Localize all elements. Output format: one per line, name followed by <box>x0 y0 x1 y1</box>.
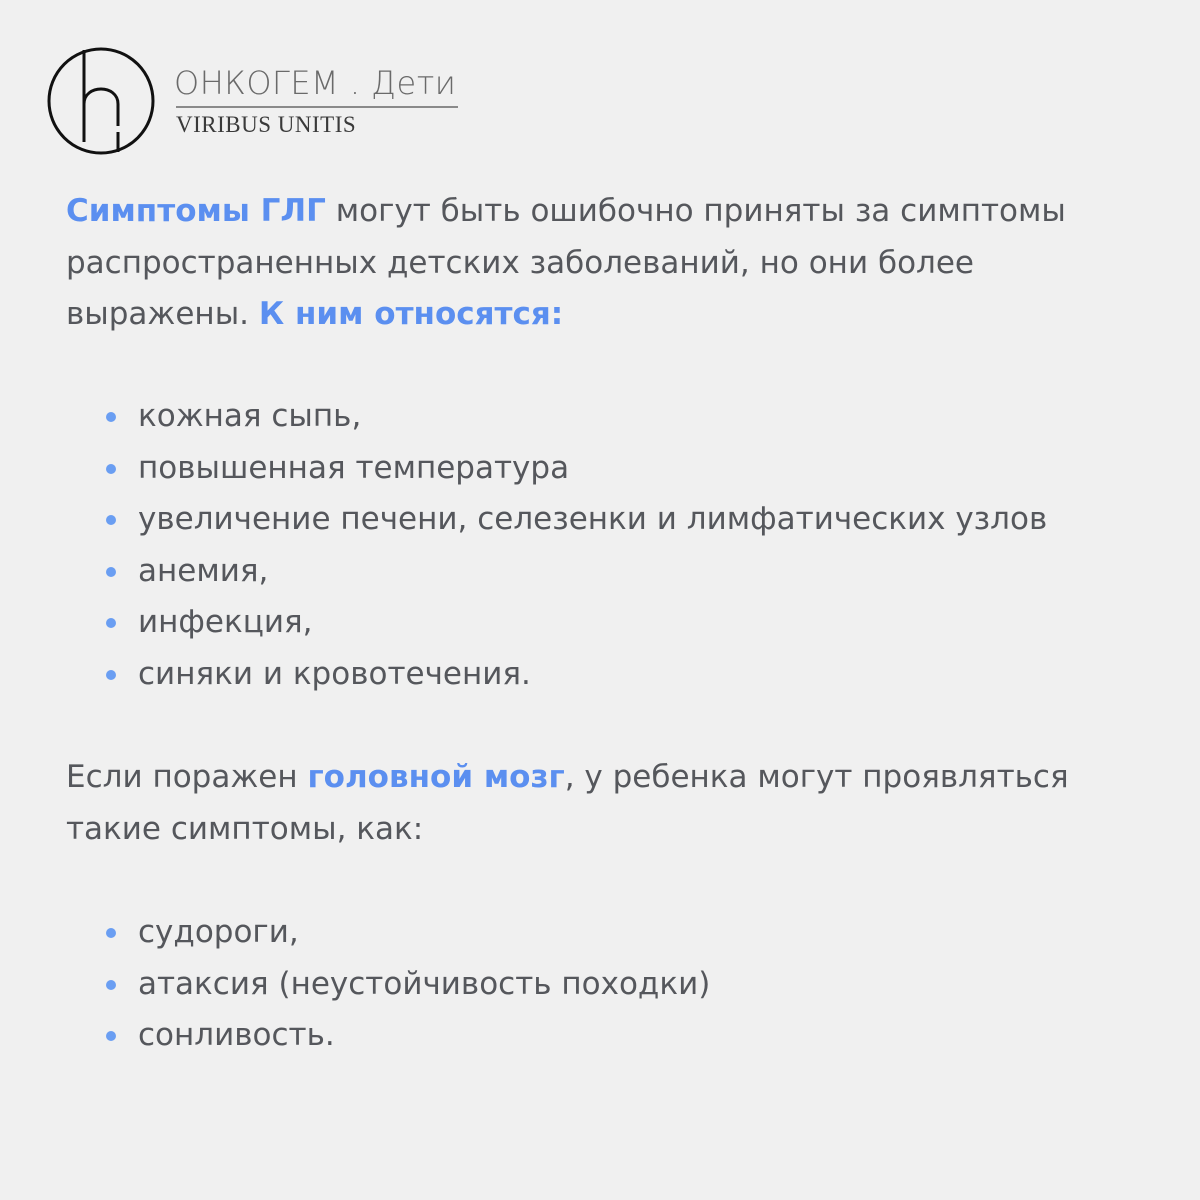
brand-divider <box>176 106 458 108</box>
intro-highlight-symptoms: Симптомы ГЛГ <box>66 193 326 229</box>
bullet-dot-icon <box>106 412 116 422</box>
bullet-dot-icon <box>106 670 116 680</box>
brain-symptoms-list <box>66 907 710 1062</box>
list-item: синяки и кровотечения. <box>66 649 1047 701</box>
bullet-dot-icon <box>106 618 116 628</box>
bullet-dot-icon <box>106 464 116 474</box>
list-item: сонливость. <box>66 1010 710 1062</box>
list-item: атаксия (неустойчивость походки) <box>66 959 710 1011</box>
list-item: повышенная температура <box>66 443 1047 495</box>
brain-text-before: Если поражен <box>66 759 308 795</box>
brand-subtitle: VIRIBUS UNITIS <box>176 112 357 137</box>
brain-highlight: головной мозг <box>307 759 565 795</box>
bullet-dot-icon <box>106 1031 116 1041</box>
list-item: инфекция, <box>66 597 1047 649</box>
list-item: судороги, <box>66 907 710 959</box>
bullet-dot-icon <box>106 928 116 938</box>
intro-paragraph <box>66 186 1156 341</box>
bullet-dot-icon <box>106 980 116 990</box>
intro-text: могут быть ошибочно приняты за симптомы распространенных детских заболеваний, но они более выражены. <box>66 193 1066 332</box>
symptoms-list <box>66 391 1047 700</box>
brain-paragraph <box>66 752 1156 855</box>
list-item: анемия, <box>66 546 1047 598</box>
bullet-dot-icon <box>106 567 116 577</box>
brand-logo <box>46 46 466 158</box>
list-item: кожная сыпь, <box>66 391 1047 443</box>
intro-highlight-list-lead: К ним относятся: <box>258 296 564 332</box>
brand-title: ОНКОГЕМ . Дети <box>174 64 457 102</box>
bullet-dot-icon <box>106 515 116 525</box>
list-item: увеличение печени, селезенки и лимфатических узлов <box>66 494 1047 546</box>
logo-h-icon <box>46 46 156 156</box>
brain-text-after: , у ребенка могут проявляться такие симптомы, как: <box>66 759 1069 847</box>
